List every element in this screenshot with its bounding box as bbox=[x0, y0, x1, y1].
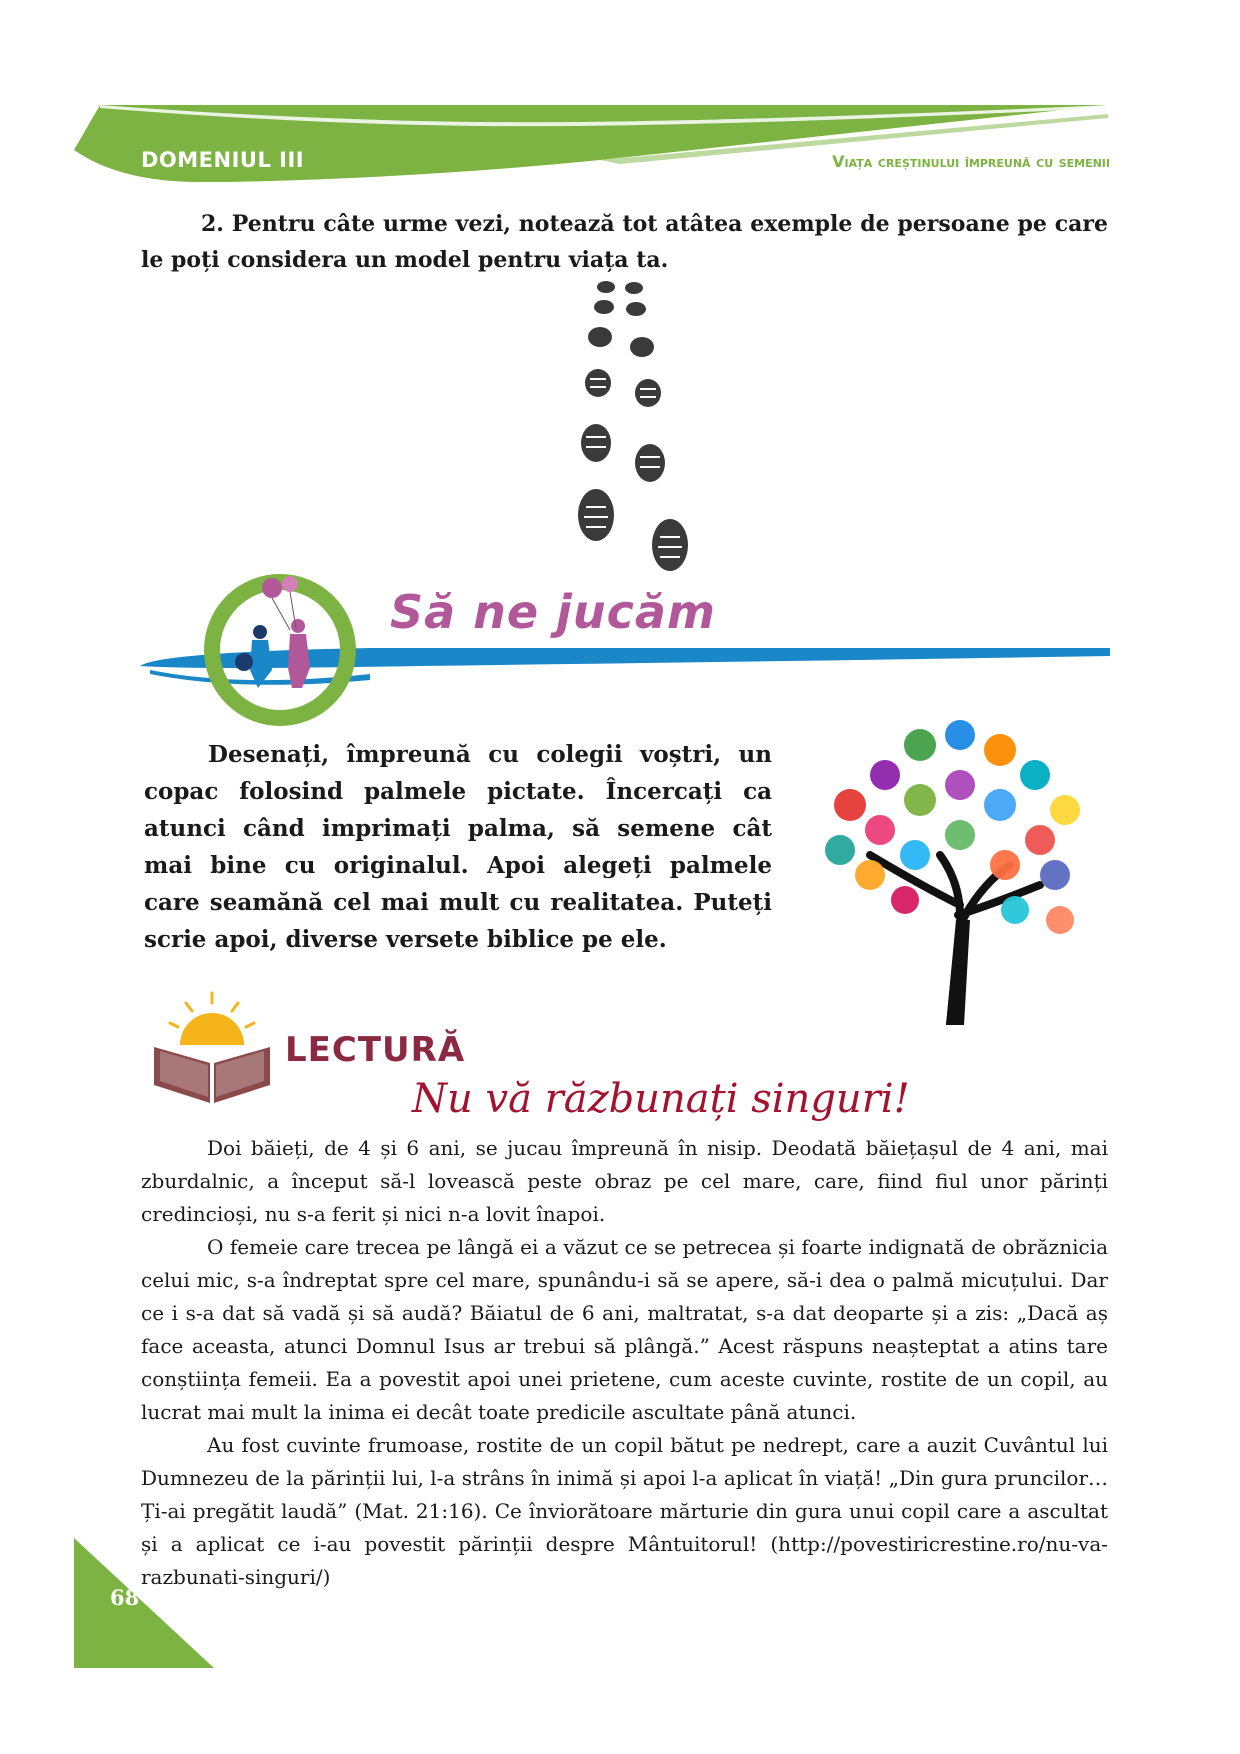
game-instructions bbox=[144, 736, 772, 958]
page-corner-triangle bbox=[74, 1538, 214, 1668]
reading-book-icon bbox=[150, 975, 275, 1105]
chapter-title: Viața creștinului împreună cu semenii bbox=[832, 152, 1110, 171]
hand-print-tree-illustration bbox=[810, 705, 1100, 1025]
exercise-text bbox=[141, 206, 1108, 278]
game-section-title: Să ne jucăm bbox=[390, 585, 716, 639]
reading-section-label: LECTURĂ bbox=[285, 1030, 466, 1070]
exercise-statement: 2. Pentru câte urme vezi, notează tot atâtea exemple de persoane pe care le poți considera un model pentru viața ta. bbox=[141, 211, 1108, 273]
footprint-icon bbox=[581, 424, 665, 482]
story-paragraph: O femeie care trecea pe lângă ei a văzut ce se petrecea și foarte indignată de obrăznicia celui mic, s-a îndreptat spre cel mare, spunându-i să se apere, să-i dea o palmă micuțului. Dar ce i s-a dat să vadă și să audă? Băiatul de 6 ani, maltratat, s-a dat deoparte și a zis: „Dacă aș face aceasta, atunci Domnul Isus ar trebui să plângă.” Acest răspuns neașteptat a atins tare conștiința femeii. Ea a povestit apoi unei prietene, cum aceste cuvinte, rostite de un copil, au lucrat mai mult la inima ei decât toate predicile ascultate până atunci. bbox=[141, 1235, 1108, 1424]
story-title: Nu vă răzbunați singuri! bbox=[412, 1076, 910, 1122]
footprint-icon bbox=[594, 300, 646, 316]
footprint-icon bbox=[578, 489, 688, 571]
footprint-icon bbox=[588, 327, 654, 357]
story-paragraph: Au fost cuvinte frumoase, rostite de un copil bătut pe nedrept, care a auzit Cuvântul lui Dumnezeu de la părinții lui, l-a strâns în inimă și apoi l-a aplicat în viață! „Din gura pruncilor… Ți-ai pregătit laudă” (Mat. 21:16). Ce înviorătoare mărturie din gura unui copil care a ascultat și a aplicat ce i-au povestit părinții despre Mântuitorul! (http://povestiricrestine.ro/nu-va-razbunati-singuri/) bbox=[141, 1433, 1108, 1589]
story-text bbox=[141, 1132, 1108, 1594]
game-statement: Desenați, împreună cu colegii voștri, un copac folosind palmele pictate. Încercați ca atunci când imprimați palma, să semene cât mai bine cu originalul. Apoi alegeți palmele care seamănă cel mai mult cu realitatea. Puteți scrie apoi, diverse versete biblice pe ele. bbox=[144, 741, 772, 953]
page-number: 68 bbox=[110, 1585, 140, 1610]
story-paragraph: Doi băieți, de 4 și 6 ani, se jucau împreună în nisip. Deodată băiețașul de 4 ani, mai zburdalnic, a început să-l lovească peste obraz pe cel mare, care, fiind fiul unor părinți credincioși, nu s-a ferit și nici n-a lovit înapoi. bbox=[141, 1136, 1108, 1226]
header-band bbox=[0, 100, 1240, 190]
footprints-illustration bbox=[570, 275, 710, 585]
domain-label: DOMENIUL III bbox=[141, 148, 305, 172]
footprint-icon bbox=[597, 281, 643, 294]
